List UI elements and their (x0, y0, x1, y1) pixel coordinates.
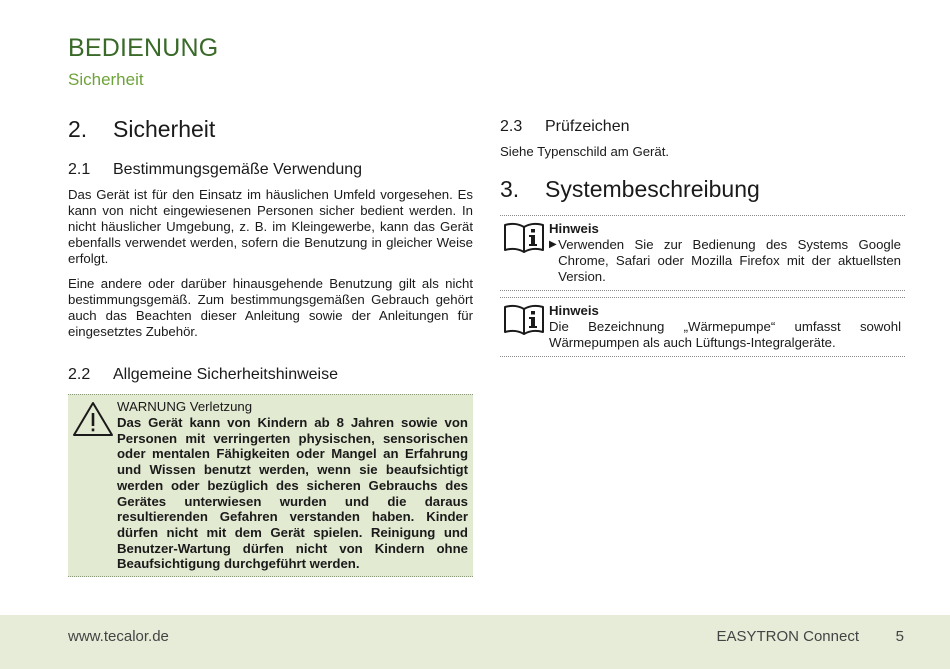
section-heading-2-1 (68, 161, 473, 179)
section-heading-2-3 (500, 118, 905, 136)
note-box-browser (500, 215, 905, 291)
info-book-icon (502, 303, 546, 335)
section-title: Prüfzeichen (545, 118, 630, 135)
section-title: Allgemeine Sicherheitshinweise (113, 366, 339, 383)
section-number: 2. (68, 116, 88, 142)
chapter-title: BEDIENUNG (68, 34, 219, 62)
warning-triangle-icon (72, 401, 114, 437)
section-number: 2.1 (68, 161, 91, 178)
triangle-bullet-icon: ▶ (549, 239, 557, 250)
warning-title: WARNUNG Verletzung (117, 399, 253, 414)
paragraph-test-mark: Siehe Typenschild am Gerät. (500, 144, 670, 159)
section-number: 2.3 (500, 118, 523, 135)
warning-text: Das Gerät kann von Kindern ab 8 Jahren sowie von Personen mit verringerten physischen, sensorischen oder mentalen Fähigkeiten oder Mangel an Erfahrung und Wissen benutzt werden, wenn sie beaufsichtigt werden oder bezüglich des sicheren Gebrauchs des Gerätes unterwiesen wurden und die daraus resultierenden Gefahren verstanden haben. Kinder dürfen nicht mit dem Gerät spielen. Reinigung und Benutzer-Wartung dürfen nicht von Kindern ohne Beaufsichtigung durchgeführt werden. (117, 415, 468, 572)
info-book-icon (502, 221, 546, 253)
note-title: Hinweis (549, 221, 599, 236)
chapter-subtitle: Sicherheit (68, 70, 144, 89)
section-heading-2 (68, 116, 473, 143)
section-title: Bestimmungsgemäße Verwendung (113, 161, 363, 178)
note-text: Die Bezeichnung „Wärmepumpe“ umfasst sowohl Wärmepumpen als auch Lüftungs-Integralgeräte. (549, 319, 901, 350)
left-column (68, 116, 473, 577)
footer-product-name: EASYTRON Connect (716, 628, 859, 645)
paragraph-improper-use: Eine andere oder darüber hinausgehende Benutzung gilt als nicht bestimmungsgemäß. Zum bestimmungsgemäßen Gebrauch gehört auch das Beachten dieser Anleitung sowie der Anleitungen für eingesetztes Zubehör. (68, 276, 473, 339)
warning-box (68, 394, 473, 577)
section-title: Systembeschreibung (545, 176, 760, 202)
footer-website: www.tecalor.de (68, 628, 169, 645)
section-number: 3. (500, 176, 520, 202)
note-title: Hinweis (549, 303, 599, 318)
page-footer (0, 615, 950, 669)
note-bullet-text: Verwenden Sie zur Bedienung des Systems Google Chrome, Safari oder Mozilla Firefox mit der aktuellsten Version. (558, 237, 901, 284)
right-column (500, 116, 905, 357)
section-heading-3 (500, 176, 905, 203)
section-number: 2.2 (68, 366, 91, 383)
list-item (549, 237, 901, 285)
paragraph-intended-use: Das Gerät ist für den Einsatz im häuslichen Umfeld vorgesehen. Es kann von nicht eingewiesenen Personen sicher bedient werden. In nicht häuslicher Umgebung, z. B. im Kleingewerbe, kann das Gerät ebenfalls verwendet werden, sofern die Benutzung in gleicher Weise erfolgt. (68, 187, 473, 266)
section-heading-2-2 (68, 366, 473, 384)
page-number: 5 (895, 628, 904, 645)
section-title: Sicherheit (113, 116, 216, 142)
note-box-heat-pump (500, 297, 905, 357)
